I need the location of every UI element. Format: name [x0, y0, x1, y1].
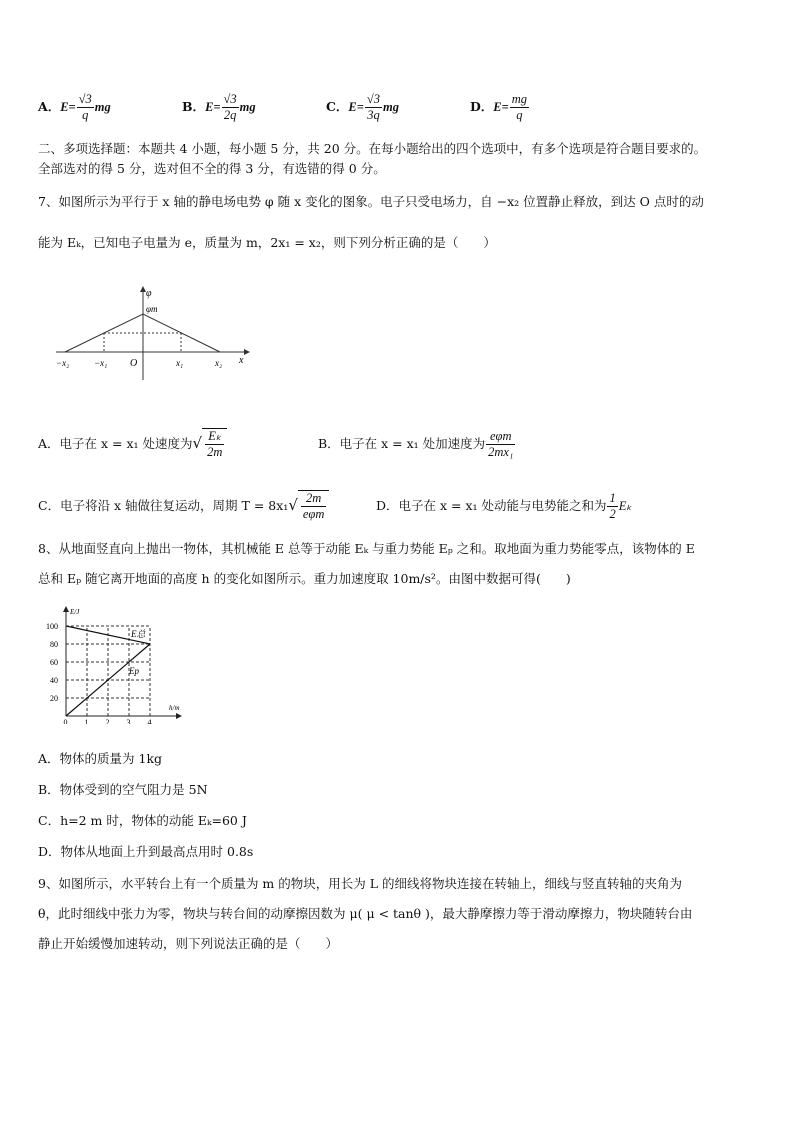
q8-x-axis-label: h/m	[169, 704, 180, 712]
q7-x-arrow	[244, 349, 250, 355]
q7-tick-neg-x1: −x₁	[94, 358, 108, 368]
q6-options	[38, 92, 530, 123]
q7-y-axis-label: φ	[146, 288, 152, 299]
q8-x-tick-label: 0	[63, 718, 68, 724]
q9-stem-line3: 静止开始缓慢加速转动，则下列说法正确的是（ ）	[38, 936, 339, 951]
q7-x-axis-label: x	[239, 355, 244, 366]
q8-stem-line2: 总和 Eₚ 随它离开地面的高度 h 的变化如图所示。重力加速度取 10m/s²。由图中数据可得( )	[38, 571, 571, 586]
q8-series-label-ep: Ep	[129, 666, 139, 676]
q8-option-b[interactable]: B．物体受到的空气阻力是 5N	[38, 782, 208, 797]
q7-stem-line1: 7、如图所示为平行于 x 轴的静电场电势 φ 随 x 变化的图象。电子只受电场力，自 −x₂ 位置静止释放，到达 O 点时的动	[38, 194, 704, 209]
q8-stem-line1: 8、从地面竖直向上抛出一物体，其机械能 E 总等于动能 Eₖ 与重力势能 Eₚ 之和。取地面为重力势能零点，该物体的 E	[38, 541, 695, 556]
q8-y-tick-label: 40	[50, 676, 58, 685]
q7-options-cd	[38, 490, 632, 522]
q8-series-label-etotal: E总	[131, 629, 146, 639]
q8-option-a[interactable]: A．物体的质量为 1kg	[38, 751, 163, 766]
q8-x-arrow	[176, 713, 182, 719]
q6-option-c[interactable]: C．E= $\frac{√3}{3q}$ mg	[325, 92, 399, 122]
section2-line1: 二、多项选择题：本题共 4 小题，每小题 5 分，共 20 分。在每小题给出的四个选项中，有多个选项是符合题目要求的。	[38, 141, 707, 156]
q6-option-b[interactable]: B．E= $\frac{√3}{2q}$ mg	[181, 92, 256, 122]
q8-energy-chart	[38, 604, 188, 724]
q8-y-tick-label: 80	[50, 640, 58, 649]
q7-tick-neg-x2: −x₂	[56, 358, 70, 368]
q8-x-tick-label: 3	[126, 718, 131, 724]
q6-option-a[interactable]: A．E= $\frac{√3}{q}$ mg	[38, 92, 111, 122]
q7-origin-label: O	[130, 358, 138, 369]
q8-y-axis-label: E/J	[70, 608, 80, 616]
q6-option-d[interactable]: D．E= $\frac{mg}{q}$	[469, 92, 528, 122]
q8-option-c[interactable]: C．h=2 m 时，物体的动能 Eₖ=60 J	[38, 813, 247, 828]
q7-option-c[interactable]: C．电子将沿 x 轴做往复运动，周期 T = 8x₁√ $\frac{2m}{\text{eφm}}$	[38, 490, 372, 522]
q7-option-d[interactable]: D．电子在 x = x₁ 处动能与电势能之和为 $\frac{1}{2}$ Eₖ	[375, 491, 632, 521]
q7-stem-line2: 能为 Eₖ，已知电子电量为 e，质量为 m，2x₁ = x₂，则下列分析正确的是（ ）	[38, 235, 496, 250]
q8-y-arrow	[63, 606, 69, 612]
q7-option-a[interactable]: A．电子在 x = x₁ 处速度为√ $\frac{\text{Eₖ}}{2m}$	[38, 428, 314, 460]
q9-stem-line2: θ，此时细线中张力为零，物块与转台间的动摩擦因数为 μ( μ < tanθ )，最大静摩擦力等于滑动摩擦力，物块随转台由	[38, 906, 693, 921]
q7-tick-x1: x₁	[176, 358, 184, 368]
q8-y-tick-label: 20	[50, 694, 58, 703]
q7-options-ab	[38, 428, 516, 460]
q8-y-tick-label: 100	[46, 622, 58, 631]
q7-peak-label: φm	[146, 304, 158, 314]
q8-x-tick-label: 2	[105, 718, 110, 724]
q7-tick-x2: x₂	[215, 358, 223, 368]
q9-stem-line1: 9、如图所示，水平转台上有一个质量为 m 的物块，用长为 L 的细线将物块连接在转轴上，细线与竖直转轴的夹角为	[38, 876, 683, 891]
q7-option-b[interactable]: B．电子在 x = x₁ 处加速度为 $\frac{\text{eφm}}{\text{2mx₁}}$	[317, 429, 514, 459]
q7-potential-graph	[50, 284, 250, 384]
q8-x-tick-label: 4	[147, 718, 152, 724]
q8-x-tick-label: 1	[84, 718, 89, 724]
section2-line2: 全部选对的得 5 分，选对但不全的得 3 分，有选错的得 0 分。	[38, 161, 386, 176]
q8-y-tick-label: 60	[50, 658, 58, 667]
q8-option-d[interactable]: D．物体从地面上升到最高点用时 0.8s	[38, 844, 254, 859]
